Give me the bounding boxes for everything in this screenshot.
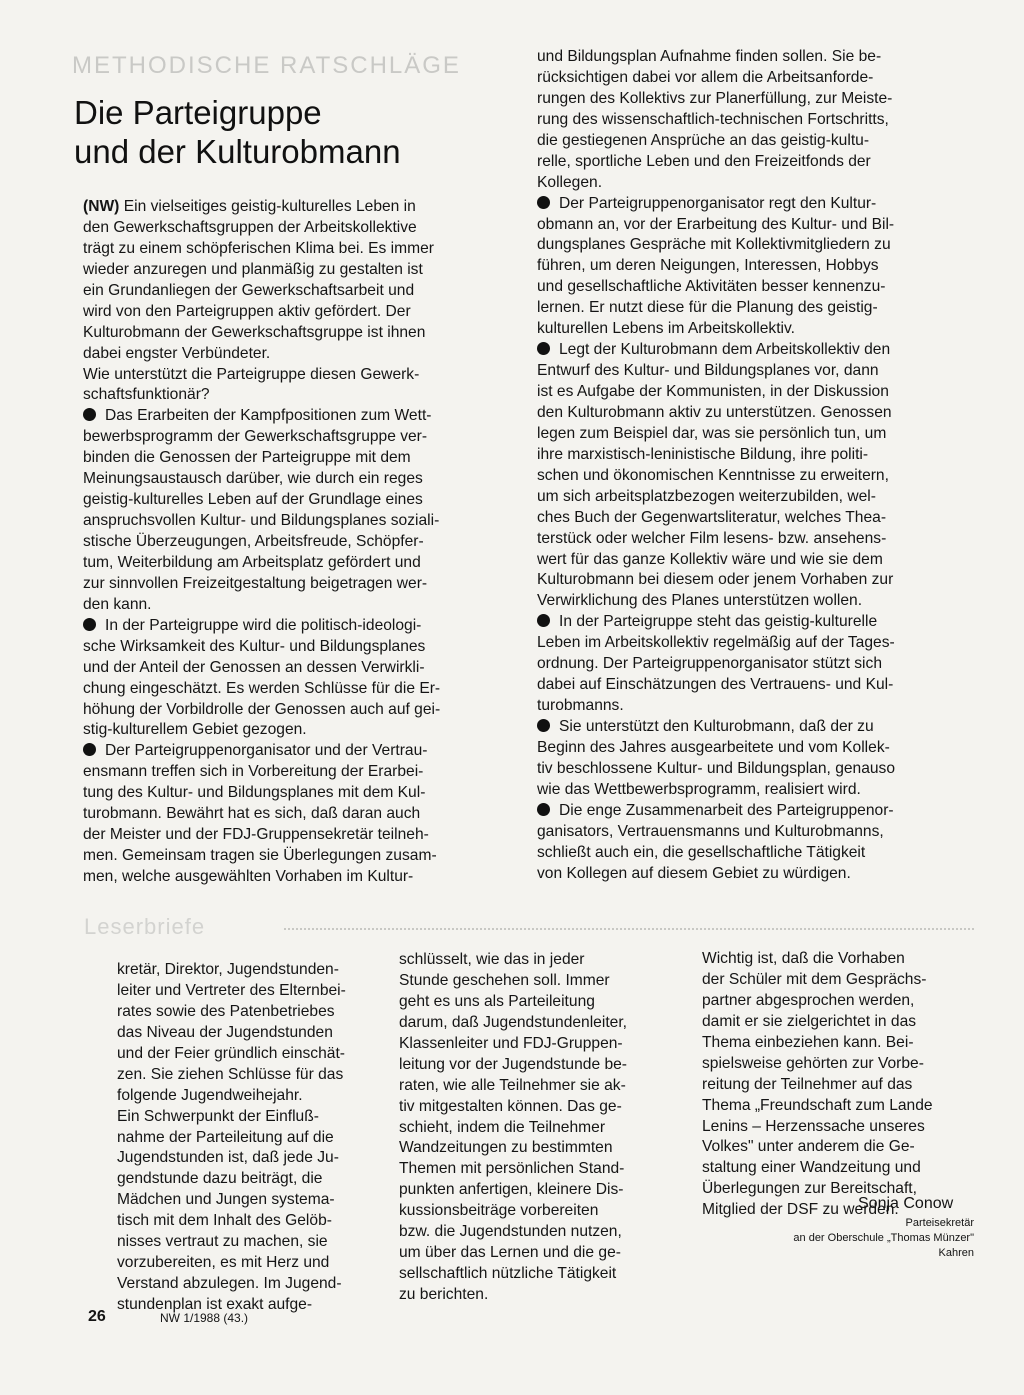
line-text: kussionsbeiträge vorbereiten [399,1202,599,1220]
line-text: ein Grundanliegen der Gewerkschaftsarbeit und [83,281,415,299]
line-text: nahme der Parteileitung auf die [117,1128,334,1146]
line-text: tiv beschlossene Kultur- und Bildungsplan, genauso [537,759,896,777]
text-line [83,218,440,239]
line-text: rates sowie des Patenbetriebes [117,1002,335,1020]
line-text: obmann an, vor der Erarbeitung des Kultur- und Bil- [537,215,895,233]
text-line [83,302,440,323]
text-line [537,591,895,612]
line-text: bzw. die Jugendstunden nutzen, [399,1223,622,1241]
article-right-column [537,47,895,885]
text-line [537,298,895,319]
text-line [117,1107,346,1128]
text-line [399,1097,627,1118]
line-text: geht es uns als Parteileitung [399,992,595,1010]
line-text: den Kulturobmann aktiv zu unterstützen. Genossen [537,403,892,421]
text-line [399,1138,627,1159]
line-text: dabei engster Verbündeter. [83,344,271,362]
section-label: Leserbriefe [84,914,206,939]
text-line [117,1002,346,1023]
line-text: ches Buch der Gegenwartsliteratur, welches Thea- [537,508,887,526]
text-line [702,1096,933,1117]
text-line [399,1201,627,1222]
text-line [83,867,440,888]
letter-column-1 [117,960,346,1316]
line-text: von Kollegen auf diesem Gebiet zu würdigen. [537,864,851,882]
text-line [399,1243,627,1264]
text-line [399,971,627,992]
line-text: Wichtig ist, daß die Vorhaben [702,950,905,967]
line-text: gendstunde dazu beiträgt, die [117,1170,323,1188]
text-line [83,323,440,344]
text-line [83,344,440,365]
line-text: In der Parteigruppe wird die politisch-ideologi- [105,616,422,634]
line-text: sche Wirksamkeit des Kultur- und Bildungsplanes [83,637,426,655]
signature-role-line-3: Kahren [938,1247,974,1259]
text-line [399,1264,627,1285]
line-text: Thema einbeziehen kann. Bei- [702,1033,914,1051]
text-line [537,152,895,173]
line-text: dabei auf Einschätzungen des Vertrauens- und Kul- [537,676,894,694]
text-line [83,469,440,490]
text-line [537,131,895,152]
line-text: Der Parteigruppenorganisator und der Vertrau- [105,742,428,760]
text-line [83,679,440,700]
line-text: Wandzeitungen zu bestimmten [399,1139,613,1157]
text-line [537,738,895,759]
text-line [117,1232,346,1253]
line-text: schieht, indem die Teilnehmer [399,1118,606,1136]
text-line [83,239,440,260]
text-line [399,1159,627,1180]
line-text: der Meister und der FDJ-Gruppensekretär teilneh- [83,826,429,844]
text-line [537,256,895,277]
text-line [537,633,895,654]
text-line [117,1023,346,1044]
line-text: kulturellen Lebens im Arbeitskollektiv. [537,320,795,338]
text-line [702,1033,933,1054]
text-line [537,445,895,466]
line-text: Wie unterstützt die Parteigruppe diesen Gewerk- [83,365,420,383]
text-line [537,570,895,591]
line-text: dungsplanes Gespräche mit Kollektivmitgliedern zu [537,236,891,254]
line-text: wie das Wettbewerbsprogramm, realisiert wird. [537,780,861,798]
text-line [117,1169,346,1190]
letter-column-3 [702,949,933,1221]
bullet-icon [83,618,96,631]
text-line [117,1274,346,1295]
line-text: turobmanns. [537,697,624,715]
text-line [399,992,627,1013]
text-line [537,801,895,822]
line-text: Verwirklichung des Planes unterstützen wollen. [537,592,863,610]
text-line [83,846,440,867]
text-line [83,700,440,721]
text-line [537,382,895,403]
line-text: wert für das ganze Kollektiv wäre und wie sie dem [537,550,883,568]
text-line [83,511,440,532]
line-text: den Gewerkschaftsgruppen der Arbeitskollektive [83,218,417,236]
text-line [83,720,440,741]
line-text: bewerbsprogramm der Gewerkschaftsgruppe ver- [83,428,428,446]
line-text: schen und ökonomischen Kenntnisse zu erweitern, [537,466,889,484]
article-left-column [83,197,440,888]
line-text: chung eingeschätzt. Es werden Schlüsse für die Er- [83,679,441,697]
page-number: 26 [88,1308,106,1325]
text-line [702,949,933,970]
bullet-icon [537,719,550,732]
text-line [537,361,895,382]
text-line [117,960,346,981]
line-text: schaftsfunktionär? [83,386,210,404]
line-text: ordnung. Der Parteigruppenorganisator stützt sich [537,655,882,673]
line-text: tum, Weiterbildung am Arbeitsplatz gefördert und [83,553,421,571]
line-text: damit er sie zielgerichtet in das [702,1012,917,1030]
text-line [537,508,895,529]
text-line [702,1075,933,1096]
text-line [399,1076,627,1097]
line-text: stundenplan ist exakt aufge- [117,1296,313,1313]
text-line [83,385,440,406]
text-line [83,406,440,427]
text-line [83,783,440,804]
text-line [83,658,440,679]
text-line [399,950,627,971]
line-text: darum, daß Jugendstundenleiter, [399,1013,627,1031]
line-text: In der Parteigruppe steht das geistig-kulturelle [559,613,878,631]
line-text: relle, sportliche Leben und den Freizeitfonds der [537,152,871,170]
line-text: Volkes" unter anderem die Ge- [702,1138,915,1156]
line-text: zen. Sie ziehen Schlüsse für das [117,1065,344,1083]
text-line [537,47,895,68]
text-line [117,1211,346,1232]
text-line [399,1285,627,1306]
line-text: das Niveau der Jugendstunden [117,1023,333,1041]
text-line [537,215,895,236]
dotted-rule [284,928,974,930]
text-line [83,448,440,469]
text-line [702,1158,933,1179]
line-text: nisses vertraut zu machen, sie [117,1233,328,1251]
line-text: und der Feier gründlich einschät- [117,1044,345,1062]
article-title-line-1: Die Parteigruppe [74,94,322,131]
signature-role-line-1: Parteisekretär [905,1217,974,1229]
line-text: schließt auch ein, die gesellschaftliche Tätigkeit [537,843,866,861]
text-line [117,1086,346,1107]
text-line [117,1044,346,1065]
bullet-icon [537,803,550,816]
text-line [83,574,440,595]
text-line [83,260,440,281]
line-text: Ein Schwerpunkt der Einfluß- [117,1107,319,1125]
text-line [83,595,440,616]
section-divider [84,908,974,944]
line-text: Kulturobmann bei diesem oder jenem Vorhaben zur [537,571,894,589]
line-text: kretär, Direktor, Jugendstunden- [117,961,339,978]
line-text: spielsweise gehörten zur Vorbe- [702,1054,924,1072]
bullet-icon [537,614,550,627]
line-text: Klassenleiter und FDJ-Gruppen- [399,1034,623,1052]
text-line [399,1055,627,1076]
text-line [537,822,895,843]
text-line [83,825,440,846]
line-text: und der Anteil der Genossen an dessen Verwirkli- [83,658,425,676]
line-text: staltung einer Wandzeitung und [702,1159,921,1177]
line-text: und Bildungsplan Aufnahme finden sollen. Sie be- [537,48,882,65]
line-text: wird von den Parteigruppen aktiv gefördert. Der [83,302,411,320]
section-kicker: METHODISCHE RATSCHLÄGE [72,52,461,79]
line-text: rungen des Kollektivs zur Planerfüllung, zur Meiste- [537,89,893,107]
text-line [537,780,895,801]
byline-tag: (NW) [83,198,120,215]
bullet-icon [537,342,550,355]
text-line [399,1013,627,1034]
line-text: die gestiegenen Ansprüche an das geistig-kultu- [537,131,870,149]
text-line [537,340,895,361]
signature-name: Sonja Conow [858,1195,954,1212]
text-line [702,1054,933,1075]
line-text: Kulturobmann der Gewerkschaftsgruppe ist ihnen [83,323,426,341]
line-text: trägt zu einem schöpferischen Klima bei. Es immer [83,239,434,257]
line-text: lernen. Er nutzt diese für die Planung des geistig- [537,299,878,317]
line-text: führen, um deren Neigungen, Interessen, Hobbys [537,257,879,275]
text-line [83,804,440,825]
article-title [74,93,401,171]
line-text: ihre marxistisch-leninistische Bildung, ihre politi- [537,445,869,463]
line-text: reitung der Teilnehmer auf das [702,1075,913,1093]
line-text: tiv mitgestalten können. Das ge- [399,1097,622,1115]
article-title-line-2: und der Kulturobmann [74,133,401,170]
line-text: Mädchen und Jungen systema- [117,1191,335,1209]
line-text: Thema „Freundschaft zum Lande [702,1096,933,1114]
line-text: tung des Kultur- und Bildungsplanes mit dem Kul- [83,784,426,802]
line-text: Entwurf des Kultur- und Bildungsplanes vor, dann [537,362,879,380]
line-text: Überlegungen zur Bereitschaft, [702,1180,917,1198]
text-line [83,365,440,386]
signature-role-line-2: an der Oberschule „Thomas Münzer" [793,1232,974,1244]
line-text: Sie unterstützt den Kulturobmann, daß der zu [559,718,874,735]
line-text: rung des wissenschaftlich-technischen Fortschritts, [537,110,889,128]
line-text: Der Parteigruppenorganisator regt den Kultur- [559,194,877,212]
line-text: raten, wie alle Teilnehmer sie ak- [399,1076,626,1094]
text-line [702,970,933,991]
text-line [537,466,895,487]
bullet-icon [83,743,96,756]
text-line [537,864,895,885]
text-line [399,1222,627,1243]
line-text: leitung vor der Jugendstunde be- [399,1055,627,1073]
line-text: zu berichten. [399,1286,489,1303]
line-text: Themen mit persönlichen Stand- [399,1160,625,1178]
text-line [537,675,895,696]
text-line [399,1118,627,1139]
line-text: stische Überzeugungen, Arbeitsfreude, Schöpfer- [83,533,424,550]
text-line [537,424,895,445]
line-text: legen zum Beispiel dar, was sie persönlich tun, um [537,424,887,442]
text-line [117,1065,346,1086]
line-text: wieder anzuregen und planmäßig zu gestalten ist [83,260,423,278]
line-text: men, welche ausgewählten Vorhaben im Kultur- [83,868,414,885]
text-line [537,717,895,738]
line-text: ensmann treffen sich in Vorbereitung der Erarbei- [83,763,424,781]
line-text: vorzubereiten, es mit Herz und [117,1254,330,1272]
text-line [537,68,895,89]
text-line [702,1117,933,1138]
line-text: stig-kulturellem Gebiet gezogen. [83,721,307,739]
line-text: tisch mit dem Inhalt des Gelöb- [117,1212,332,1230]
line-text: den kann. [83,595,152,613]
text-line [83,553,440,574]
text-line [537,194,895,215]
text-line [537,173,895,194]
text-line [537,235,895,256]
text-line [702,991,933,1012]
line-text: schlüsselt, wie das in jeder [399,951,585,968]
text-line [83,490,440,511]
bullet-icon [83,408,96,421]
text-line [117,1190,346,1211]
line-text: Beginn des Jahres ausgearbeitete und vom Kollek- [537,738,890,756]
line-text: Kollegen. [537,173,603,191]
text-line [537,319,895,340]
text-line [537,89,895,110]
line-text: partner abgesprochen werden, [702,991,915,1009]
text-line [537,110,895,131]
line-text: folgende Jugendweihejahr. [117,1086,303,1104]
text-line [537,277,895,298]
line-text: anspruchsvollen Kultur- und Bildungsplanes soziali- [83,512,440,530]
text-line [83,616,440,637]
line-text: Stunde geschehen soll. Immer [399,971,610,989]
text-line [537,759,895,780]
line-text: men. Gemeinsam tragen sie Überlegungen zusam- [83,847,437,865]
line-text: turobmann. Bewährt hat es sich, daß daran auch [83,805,421,823]
letter-column-2 [399,950,627,1306]
line-text: rücksichtigen dabei vor allem die Arbeitsanforde- [537,68,874,86]
line-text: sellschaftlich nützliche Tätigkeit [399,1265,617,1283]
line-text: der Schüler mit dem Gesprächs- [702,970,927,988]
text-line [117,981,346,1002]
text-line [117,1148,346,1169]
text-line [83,741,440,762]
text-line [83,532,440,553]
text-line [117,1253,346,1274]
line-text: terstück oder welcher Film lesens- bzw. ansehens- [537,529,887,547]
text-line [83,637,440,658]
line-text: binden die Genossen der Parteigruppe mit dem [83,449,411,467]
text-line [537,487,895,508]
line-text: höhung der Vorbildrolle der Genossen auch auf gei- [83,700,441,718]
line-text: Das Erarbeiten der Kampfpositionen zum Wett- [105,407,432,425]
text-line [83,197,440,218]
line-text: Verstand abzulegen. Im Jugend- [117,1275,342,1293]
issue-reference: NW 1/1988 (43.) [160,1311,249,1325]
line-text: und gesellschaftliche Aktivitäten besser kennenzu- [537,278,886,296]
line-text: um sich arbeitsplatzbezogen weiterzubilden, wel- [537,487,876,505]
line-text: punkten anfertigen, kleinere Dis- [399,1181,624,1199]
line-text: Die enge Zusammenarbeit des Parteigruppenor- [559,801,894,819]
text-line [702,1012,933,1033]
text-line [83,762,440,783]
text-line [702,1137,933,1158]
text-line [537,654,895,675]
line-text: leiter und Vertreter des Elternbei- [117,981,346,999]
text-line [537,550,895,571]
line-text: zur sinnvollen Freizeitgestaltung beigetragen wer- [83,574,428,592]
line-text: Legt der Kulturobmann dem Arbeitskollektiv den [559,341,891,359]
line-text: ist es Aufgabe der Kommunisten, in der Diskussion [537,383,889,400]
line-text: ganisators, Vertrauensmanns und Kulturobmanns, [537,822,884,840]
line-text: Jugendstunden ist, daß jede Ju- [117,1149,339,1167]
line-text: Mitglied der DSF zu werden. [702,1201,899,1219]
text-line [537,612,895,633]
line-text: Meinungsaustausch darüber, wie durch ein reges [83,470,423,488]
line-text: (NW) Ein vielseitiges geistig-kulturelles Leben in [83,198,416,215]
line-text: geistig-kulturelles Leben auf der Grundlage eines [83,491,423,509]
line-text: um über das Lernen und die ge- [399,1244,621,1262]
bullet-icon [537,196,550,209]
text-line [537,696,895,717]
text-line [399,1180,627,1201]
line-text: Leben im Arbeitskollektiv regelmäßig auf der Tages- [537,634,895,652]
text-line [537,403,895,424]
signature-role [793,1216,974,1261]
text-line [117,1128,346,1149]
text-line [83,281,440,302]
text-line [399,1034,627,1055]
text-line [83,427,440,448]
text-line [537,843,895,864]
line-text: Lenins – Herzenssache unseres [702,1117,925,1135]
text-line [537,529,895,550]
